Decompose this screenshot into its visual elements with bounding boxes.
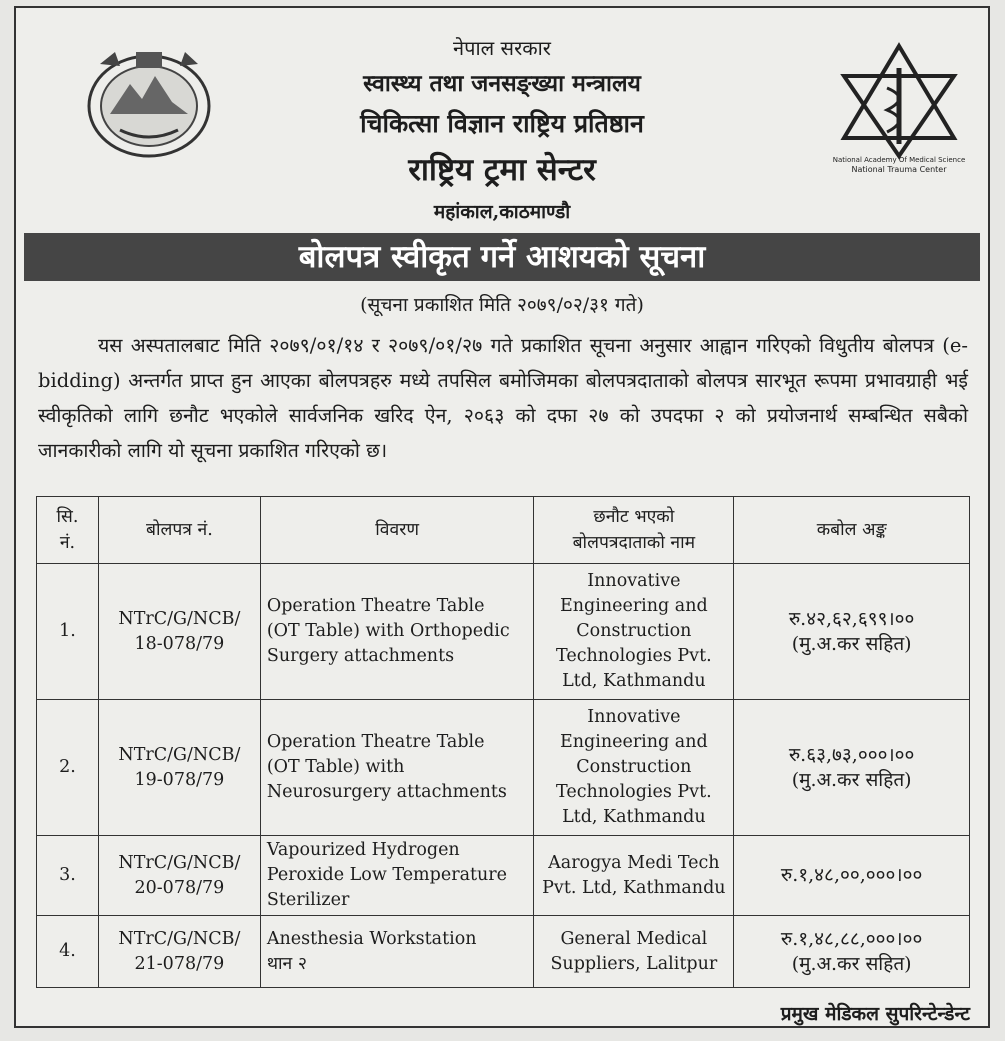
row-amount: [734, 916, 970, 988]
bid-number-line1: NTrC/G/NCB/: [118, 608, 241, 629]
amount-value: रु.४२,६२,६९९।००: [788, 607, 915, 630]
amount-value: रु.१,४८,८८,०००।००: [780, 927, 923, 950]
center-address: महांकाल,काठमाण्डौ: [433, 201, 571, 223]
row-bid-number: [98, 564, 260, 700]
bidder-line: Construction: [576, 757, 692, 777]
row-description: [260, 916, 534, 988]
ministry-name: स्वास्थ्य तथा जनसङ्ख्या मन्त्रालय: [363, 70, 641, 97]
amount-value: रु.१,४८,००,०००।००: [780, 864, 923, 886]
header-serial: [37, 497, 99, 564]
desc-line: Operation Theatre Table: [266, 732, 485, 752]
table-row: [37, 916, 970, 988]
header-serial-line2: नं.: [59, 533, 76, 553]
desc-line: Operation Theatre Table: [266, 596, 485, 616]
center-name: राष्ट्रिय ट्रमा सेन्टर: [408, 152, 596, 188]
bidder-line: Engineering and: [559, 732, 708, 752]
row-bidder: [534, 700, 734, 836]
table-row: [37, 564, 970, 700]
bidder-line: Technologies Pvt.: [556, 646, 712, 666]
row-serial: 4.: [37, 916, 99, 988]
bidder-line: Construction: [576, 621, 692, 641]
row-bid-number: [98, 836, 260, 916]
desc-line: (OT Table) with: [266, 757, 405, 777]
desc-line: Neurosurgery attachments: [266, 782, 507, 802]
header-description: विवरण: [260, 497, 534, 564]
bidder-line: Suppliers, Lalitpur: [550, 953, 718, 974]
bidder-line: Pvt. Ltd, Kathmandu: [542, 877, 726, 898]
bidder-line: Innovative: [587, 707, 681, 727]
row-amount: [734, 700, 970, 836]
row-serial: 1.: [37, 564, 99, 700]
row-description: [260, 836, 534, 916]
bid-number-line1: NTrC/G/NCB/: [118, 744, 241, 765]
notice-title: बोलपत्र स्वीकृत गर्ने आशयको सूचना: [24, 233, 980, 281]
bidder-line: Ltd, Kathmandu: [562, 671, 706, 691]
bid-table: [36, 496, 970, 988]
amount-note: (मु.अ.कर सहित): [791, 768, 912, 791]
amount-note: (मु.अ.कर सहित): [791, 632, 912, 655]
logo-text-1: National Academy Of Medical Science: [832, 156, 966, 164]
header-bidder: [534, 497, 734, 564]
header-bidder-line2: बोलपत्रदाताको नाम: [572, 533, 696, 553]
bid-number-line1: NTrC/G/NCB/: [118, 928, 241, 949]
bid-number-line2: 20-078/79: [134, 877, 225, 898]
bidder-line: General Medical: [560, 928, 708, 949]
header-amount: कबोल अङ्क: [734, 497, 970, 564]
amount-value: रु.६३,७३,०००।००: [788, 743, 915, 766]
bid-number-line1: NTrC/G/NCB/: [118, 852, 241, 873]
bid-number-line2: 21-078/79: [134, 953, 225, 974]
row-serial: 3.: [37, 836, 99, 916]
row-serial: 2.: [37, 700, 99, 836]
notice-body: [38, 328, 968, 468]
table-header-row: [37, 497, 970, 564]
table-row: [37, 836, 970, 916]
signatory-title: प्रमुख मेडिकल सुपरिन्टेन्डेन्ट: [780, 1003, 970, 1025]
row-bid-number: [98, 700, 260, 836]
notice-paragraph: यस अस्पतालबाट मिति २०७९/०१/१४ र २०७९/०१/२७ गते प्रकाशित सूचना अनुसार आह्वान गरिएको विधुतीय बोलपत्र (e-bidding) अन्तर्गत प्राप्त हुन आएका बोलपत्रहरु मध्ये तपसिल बमोजिमका बोलपत्रदाताको बोलपत्र सारभूत रूपमा प्रभावग्राही भई स्वीकृतिको लागि छनौट भएकोले सार्वजनिक खरिद ऐन, २०६३ को दफा २७ को उपदफा २ को प्रयोजनार्थ सम्बन्धित सबैको जानकारीको लागि यो सूचना प्रकाशित गरिएको छ।: [38, 334, 968, 462]
table-row: [37, 700, 970, 836]
row-bidder: [534, 564, 734, 700]
bidder-line: Aarogya Medi Tech: [548, 852, 720, 873]
publication-date: (सूचना प्रकाशित मिति २०७९/०२/३१ गते): [360, 294, 644, 316]
row-amount: [734, 836, 970, 916]
desc-line: Peroxide Low Temperature: [266, 865, 508, 885]
row-bid-number: [98, 916, 260, 988]
desc-line: (OT Table) with Orthopedic: [266, 621, 510, 641]
bidder-line: Engineering and: [559, 596, 708, 616]
desc-line: Anesthesia Workstation: [266, 928, 477, 949]
notice-frame: [14, 6, 990, 1028]
amount-note: (मु.अ.कर सहित): [791, 952, 912, 975]
desc-line: थान २: [266, 953, 307, 974]
header-serial-line1: सि.: [56, 507, 79, 527]
bidder-line: Ltd, Kathmandu: [562, 807, 706, 827]
desc-line: Surgery attachments: [266, 646, 455, 666]
row-description: [260, 564, 534, 700]
desc-line: Sterilizer: [266, 890, 350, 910]
row-description: [260, 700, 534, 836]
nepal-government-emblem-icon: [80, 44, 218, 162]
bid-number-line2: 18-078/79: [134, 633, 225, 654]
row-amount: [734, 564, 970, 700]
header-bid-number: बोलपत्र नं.: [98, 497, 260, 564]
bid-number-line2: 19-078/79: [134, 769, 225, 790]
academy-name: चिकित्सा विज्ञान राष्ट्रिय प्रतिष्ठान: [360, 109, 644, 138]
desc-line: Vapourized Hydrogen: [266, 840, 460, 860]
bidder-line: Innovative: [587, 571, 681, 591]
bidder-line: Technologies Pvt.: [556, 782, 712, 802]
header-bidder-line1: छनौट भएको: [593, 507, 675, 527]
row-bidder: [534, 836, 734, 916]
row-bidder: [534, 916, 734, 988]
government-name: नेपाल सरकार: [453, 36, 551, 60]
logo-text-2: National Trauma Center: [851, 165, 947, 174]
